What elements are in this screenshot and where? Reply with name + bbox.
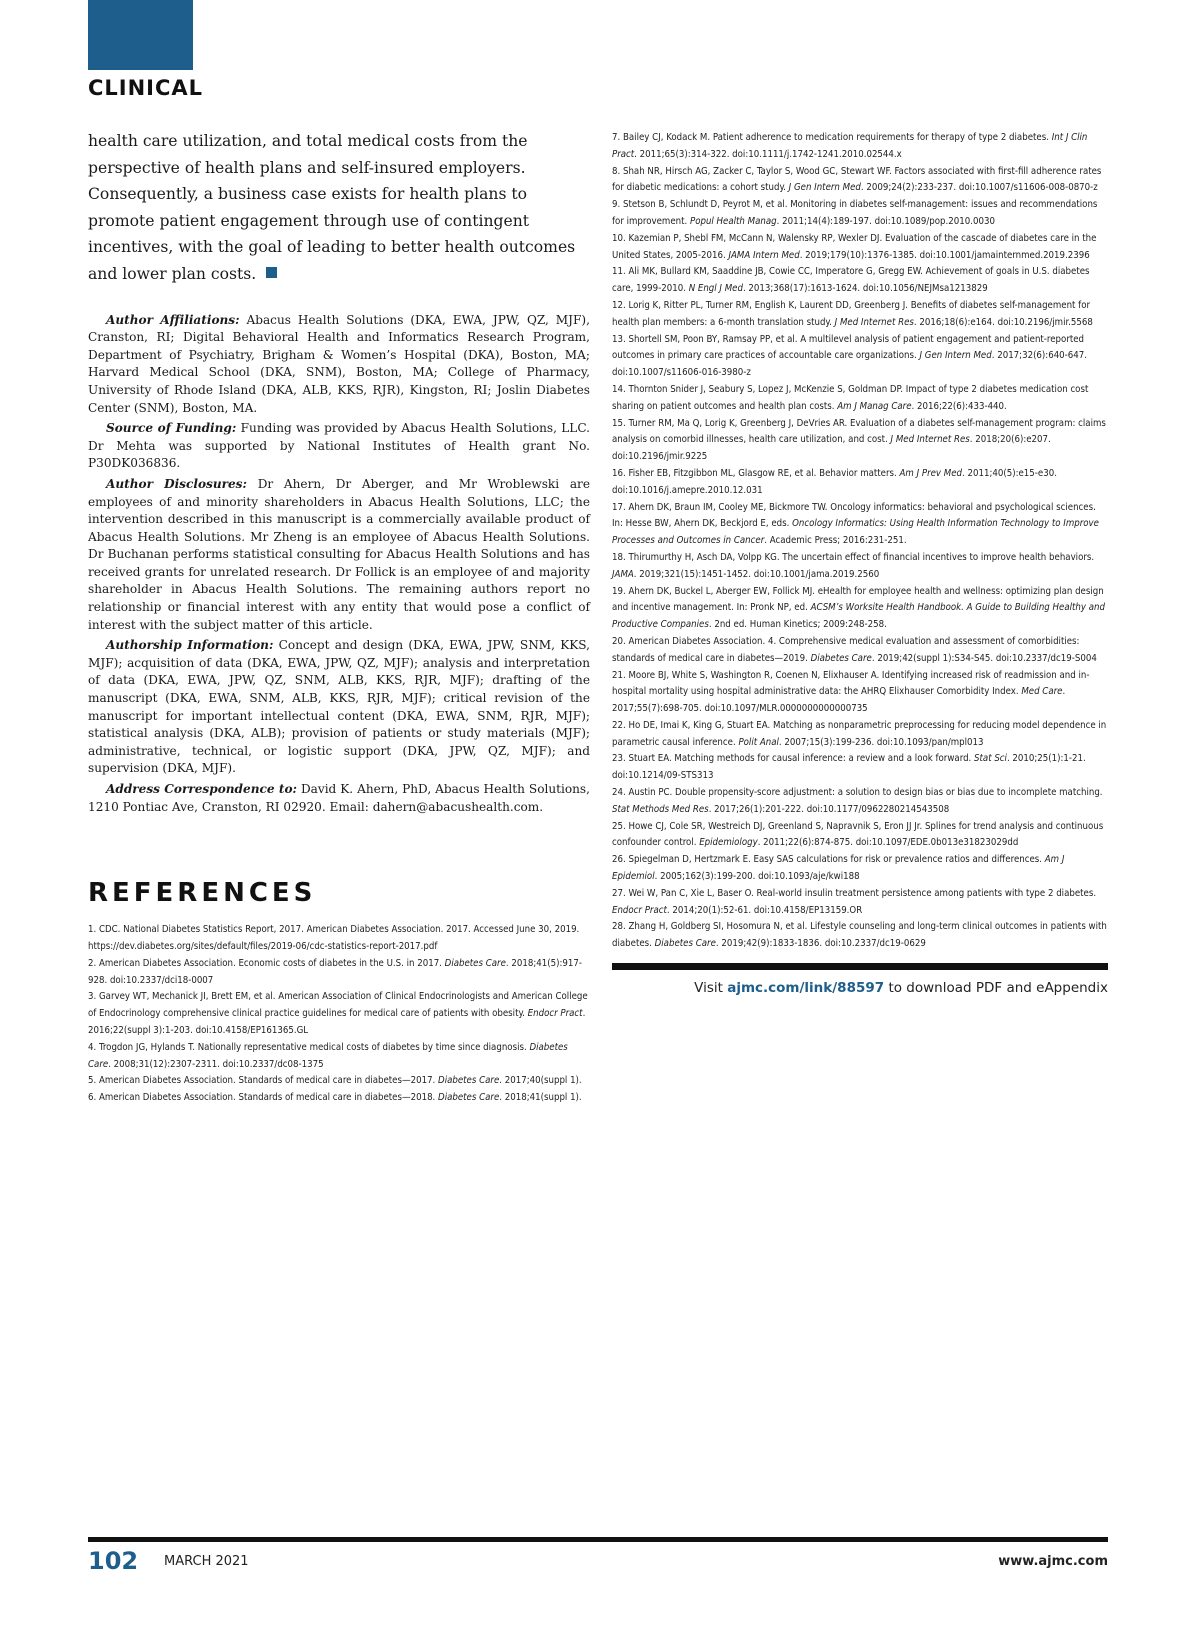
reference-journal: Diabetes Care xyxy=(654,938,716,950)
site-url: www.ajmc.com xyxy=(998,1554,1108,1569)
note-text: Funding was provided by Abacus Health Solutions, LLC. Dr Mehta was supported by National Institutes of Health grant No. P30DK036836. xyxy=(88,421,590,471)
reference-text: 21. Moore BJ, White S, Washington R, Coenen N, Elixhauser A. Identifying increased risk of readmission and in-hospital mortality using hospital administrative data: the AHRQ Elixhauser Comorbidity Index. xyxy=(612,669,1090,698)
reference-details: . 2018;41(5):917-928. doi:10.2337/dci18-0007 xyxy=(88,957,582,986)
reference-details: . 2011;40(5):e15-e30. doi:10.1016/j.amepre.2010.12.031 xyxy=(612,467,1057,496)
reference-journal: J Med Internet Res xyxy=(890,434,970,446)
end-of-article-icon xyxy=(266,267,277,278)
reference-text: 28. Zhang H, Goldberg SI, Hosomura N, et al. Lifestyle counseling and long-term clinical outcomes in patients with diabetes. xyxy=(612,921,1107,950)
note-label: Author Disclosures: xyxy=(106,476,247,491)
reference-journal: Int J Clin Pract xyxy=(612,132,1088,160)
reference-details: . 2005;162(3):199-200. doi:10.1093/aje/kwi188 xyxy=(654,871,860,883)
reference-text: 1. CDC. National Diabetes Statistics Report, 2017. American Diabetes Association. 2017. Accessed June 30, 2019. https://dev.diabetes.org/sites/default/files/2019-06/cdc-statistics-report-2017.pdf xyxy=(88,924,580,952)
reference-text: 11. Ali MK, Bullard KM, Saaddine JB, Cowie CC, Imperatore G, Gregg EW. Achievement of goals in U.S. diabetes care, 1999-2010. xyxy=(612,266,1090,295)
note-label: Author Affiliations: xyxy=(106,312,240,327)
reference-journal: Diabetes Care xyxy=(438,1092,500,1104)
reference-item xyxy=(612,164,1108,198)
references-list-right xyxy=(612,130,1108,953)
section-color-tab xyxy=(88,0,193,70)
reference-details: . 2007;15(3):199-236. doi:10.1093/pan/mpl013 xyxy=(778,736,984,748)
divider-rule xyxy=(612,963,1108,970)
reference-item xyxy=(612,466,1108,500)
body-text: health care utilization, and total medical costs from the perspective of health plans and self-insured employers. Consequently, a business case exists for health plans to promote patient engagement through use of contingent incentives, with the goal of leading to better health outcomes and lower plan costs. xyxy=(88,132,576,283)
reference-journal: Polit Anal xyxy=(738,736,779,748)
reference-details: . 2017;40(suppl 1). xyxy=(499,1075,582,1087)
note-label: Source of Funding: xyxy=(106,421,237,436)
reference-item xyxy=(612,751,1108,785)
reference-item xyxy=(612,298,1108,332)
note-authorship xyxy=(88,637,590,778)
reference-journal: J Gen Intern Med xyxy=(919,350,992,362)
reference-journal: Popul Health Manag xyxy=(689,215,777,227)
reference-item xyxy=(612,886,1108,920)
reference-text: 15. Turner RM, Ma Q, Lorig K, Greenberg J, DeVries AR. Evaluation of a diabetes self-management program: claims analysis on comorbid illnesses, health care utilization, and cost. xyxy=(612,417,1106,446)
reference-journal: Stat Sci xyxy=(974,753,1007,765)
issue-date: MARCH 2021 xyxy=(164,1554,249,1569)
reference-text: 14. Thornton Snider J, Seabury S, Lopez J, McKenzie S, Goldman DP. Impact of type 2 diabetes medication cost sharing on patient outcomes and health plan costs. xyxy=(612,383,1089,412)
reference-details: . 2013;368(17):1613-1624. doi:10.1056/NEJMsa1213829 xyxy=(742,283,988,295)
reference-journal: Diabetes Care xyxy=(438,1075,500,1087)
reference-text: 9. Stetson B, Schlundt D, Peyrot M, et al. Monitoring in diabetes self-management: issues and recommendations for improvement. xyxy=(612,199,1098,227)
reference-journal: Epidemiology xyxy=(699,837,758,849)
page-number: 102 xyxy=(88,1547,139,1575)
reference-item xyxy=(612,852,1108,886)
reference-text: 17. Ahern DK, Braun IM, Cooley ME, Bickmore TW. Oncology informatics: behavioral and psychological sciences. In: Hesse BW, Ahern DK, Beckjord E, eds. xyxy=(612,501,1096,530)
reference-text: 10. Kazemian P, Shebl FM, McCann N, Walensky RP, Wexler DJ. Evaluation of the cascade of diabetes care in the United States, 2005-2016. xyxy=(612,232,1097,261)
reference-details: . 2014;20(1):52-61. doi:10.4158/EP13159.OR xyxy=(666,904,863,916)
reference-item xyxy=(88,1090,590,1107)
reference-item xyxy=(88,956,590,990)
reference-details: . 2011;65(3):314-322. doi:10.1111/j.1742-1241.2010.02544.x xyxy=(634,148,902,160)
note-label: Authorship Information: xyxy=(106,638,274,653)
reference-item xyxy=(612,231,1108,265)
reference-text: 27. Wei W, Pan C, Xie L, Baser O. Real-world insulin treatment persistence among patients with type 2 diabetes. xyxy=(612,887,1097,899)
references-list-left xyxy=(88,922,590,1107)
reference-text: 24. Austin PC. Double propensity-score adjustment: a solution to design bias or bias due to incomplete matching. xyxy=(612,787,1103,799)
reference-journal: Am J Epidemiol xyxy=(612,854,1065,883)
reference-item xyxy=(612,819,1108,853)
reference-details: . 2008;31(12):2307-2311. doi:10.2337/dc08-1375 xyxy=(108,1058,324,1070)
appendix-link[interactable]: ajmc.com/link/88597 xyxy=(727,980,885,997)
reference-details: . 2011;22(6):874-875. doi:10.1097/EDE.0b013e31823029dd xyxy=(757,837,1019,849)
reference-text: 19. Ahern DK, Buckel L, Aberger EW, Follick MJ. eHealth for employee health and wellness: optimizing plan design and incentive management. In: Pronk NP, ed. xyxy=(612,585,1104,614)
reference-item xyxy=(612,264,1108,298)
reference-details: . 2010;25(1):1-21. doi:10.1214/09-STS313 xyxy=(612,753,1086,782)
reference-text: 12. Lorig K, Ritter PL, Turner RM, English K, Laurent DD, Greenberg J. Benefits of diabetes self-management for health plan members: a 6-month translation study. xyxy=(612,299,1091,328)
reference-details: . 2019;42(suppl 1):S34-S45. doi:10.2337/dc19-S004 xyxy=(871,652,1097,664)
reference-details: . 2019;42(9):1833-1836. doi:10.2337/dc19-0629 xyxy=(715,938,926,950)
reference-item xyxy=(88,989,590,1039)
reference-text: 16. Fisher EB, Fitzgibbon ML, Glasgow RE, et al. Behavior matters. xyxy=(612,467,900,479)
reference-journal: Am J Manag Care xyxy=(837,400,912,412)
reference-details: . 2016;18(6):e164. doi:10.2196/jmir.5568 xyxy=(913,316,1093,328)
reference-item xyxy=(612,584,1108,634)
note-text: Abacus Health Solutions (DKA, EWA, JPW, QZ, MJF), Cranston, RI; Digital Behavioral Health and Informatics Research Program, Department of Psychiatry, Brigham & Women’s Hospital (DKA), Boston, MA; Harvard Medical School (DKA, SNM), Boston, MA; College of Pharmacy, University of Rhode Island (DKA, ALB, KKS, RJR), Kingston, RI; Joslin Diabetes Center (SNM), Boston, MA. xyxy=(88,312,590,415)
note-text: Concept and design (DKA, EWA, JPW, SNM, KKS, MJF); acquisition of data (DKA, EWA, JPW, QZ, MJF); analysis and interpretation of data (DKA, EWA, JPW, QZ, SNM, ALB, KKS, RJR, MJF); drafting of the manuscript (DKA, EWA, SNM, ALB, KKS, RJR, MJF); critical revision of the manuscript for important intellectual content (DKA, EWA, SNM, RJR, MJF); statistical analysis (DKA, ALB); provision of patients or study materials (MJF); administrative, technical, or logistic support (DKA, JPW, QZ, MJF); and supervision (DKA, MJF). xyxy=(88,638,590,776)
author-notes xyxy=(88,312,590,817)
reference-journal: N Engl J Med xyxy=(688,283,743,295)
reference-journal: Am J Prev Med xyxy=(899,467,963,479)
reference-text: 6. American Diabetes Association. Standards of medical care in diabetes—2018. xyxy=(88,1092,439,1104)
reference-text: 7. Bailey CJ, Kodack M. Patient adherence to medication requirements for therapy of type 2 diabetes. xyxy=(612,132,1052,143)
reference-item xyxy=(612,382,1108,416)
reference-journal: Diabetes Care xyxy=(810,652,872,664)
reference-journal: Med Care xyxy=(1021,686,1063,698)
visit-prefix: Visit xyxy=(694,980,728,997)
note-affiliations xyxy=(88,312,590,418)
reference-text: 3. Garvey WT, Mechanick JI, Brett EM, et al. American Association of Clinical Endocrinologists and American College of Endocrinology comprehensive clinical practice guidelines for medical care of patients with obesity. xyxy=(88,991,588,1020)
reference-journal: J Med Internet Res xyxy=(834,316,914,328)
reference-details: . 2nd ed. Human Kinetics; 2009:248-258. xyxy=(708,619,887,631)
note-correspondence xyxy=(88,781,590,816)
footer-rule xyxy=(88,1537,1108,1542)
reference-journal: Oncology Informatics: Using Health Information Technology to Improve Processes and Outcomes in Cancer xyxy=(612,518,1099,547)
note-funding xyxy=(88,420,590,473)
reference-details: . 2019;321(15):1451-1452. doi:10.1001/jama.2019.2560 xyxy=(633,568,880,580)
reference-journal: Stat Methods Med Res xyxy=(612,803,709,815)
reference-details: . 2016;22(6):433-440. xyxy=(911,400,1007,412)
reference-item xyxy=(612,550,1108,584)
note-label: Address Correspondence to: xyxy=(106,782,297,796)
reference-details: . 2016;22(suppl 3):1-203. doi:10.4158/EP161365.GL xyxy=(88,1008,586,1036)
reference-item xyxy=(612,130,1108,164)
reference-item xyxy=(612,416,1108,466)
references-heading: REFERENCES xyxy=(88,878,317,909)
body-paragraph xyxy=(88,128,590,288)
reference-text: 13. Shortell SM, Poon BY, Ramsay PP, et al. A multilevel analysis of patient engagement and patient-reported outcomes in primary care practices of accountable care organizations. xyxy=(612,333,1085,362)
reference-text: 5. American Diabetes Association. Standards of medical care in diabetes—2017. xyxy=(88,1075,439,1087)
visit-line xyxy=(612,980,1108,996)
reference-text: 4. Trogdon JG, Hylands T. Nationally representative medical costs of diabetes by time since diagnosis. xyxy=(88,1041,530,1053)
reference-item xyxy=(612,500,1108,550)
reference-text: 8. Shah NR, Hirsch AG, Zacker C, Taylor S, Wood GC, Stewart WF. Factors associated with first-fill adherence rates for diabetic medications: a cohort study. xyxy=(612,165,1102,194)
reference-item xyxy=(88,1073,590,1090)
reference-item xyxy=(612,718,1108,752)
left-column xyxy=(88,128,590,1107)
reference-details: . 2018;41(suppl 1). xyxy=(499,1092,582,1104)
reference-text: 2. American Diabetes Association. Economic costs of diabetes in the U.S. in 2017. xyxy=(88,957,445,969)
reference-journal: JAMA Intern Med xyxy=(728,249,800,261)
reference-text: 23. Stuart EA. Matching methods for causal inference: a review and a look forward. xyxy=(612,753,975,765)
reference-details: . 2017;32(6):640-647. doi:10.1007/s11606-016-3980-z xyxy=(612,350,1087,379)
reference-text: 20. American Diabetes Association. 4. Comprehensive medical evaluation and assessment of comorbidities: standards of medical care in diabetes—2019. xyxy=(612,635,1080,664)
note-text: David K. Ahern, PhD, Abacus Health Solutions, 1210 Pontiac Ave, Cranston, RI 02920. Email: dahern@abacushealth.com. xyxy=(88,782,590,814)
note-text: Dr Ahern, Dr Aberger, and Mr Wroblewski are employees of and minority shareholders in Abacus Health Solutions, LLC; the intervention described in this manuscript is a commercially available product of Abacus Health Solutions. Mr Zheng is an employee of Abacus Health Solutions. Dr Buchanan performs statistical consulting for Abacus Health Solutions and has received grants for unrelated research. Dr Follick is an employee of and majority shareholder in Abacus Health Solutions. The remaining authors report no relationship or financial interest with any entity that would pose a conflict of interest with the subject matter of this article. xyxy=(88,476,590,632)
note-disclosures xyxy=(88,476,590,634)
reference-journal: Diabetes Care xyxy=(88,1041,568,1070)
right-column xyxy=(612,130,1108,996)
reference-text: 18. Thirumurthy H, Asch DA, Volpp KG. The uncertain effect of financial incentives to improve health behaviors. xyxy=(612,551,1095,563)
reference-item xyxy=(88,922,590,956)
reference-journal: Diabetes Care xyxy=(444,957,506,969)
reference-item xyxy=(612,197,1108,231)
reference-item xyxy=(612,332,1108,382)
reference-details: . 2017;26(1):201-222. doi:10.1177/0962280214543508 xyxy=(708,803,950,815)
reference-journal: Endocr Pract xyxy=(527,1008,583,1020)
reference-item xyxy=(612,785,1108,819)
reference-journal: JAMA xyxy=(612,568,634,580)
reference-details: . 2009;24(2):233-237. doi:10.1007/s11606-008-0870-z xyxy=(860,182,1098,194)
reference-item xyxy=(612,634,1108,668)
reference-details: . 2019;179(10):1376-1385. doi:10.1001/jamainternmed.2019.2396 xyxy=(799,249,1090,261)
reference-details: . 2018;20(6):e207. doi:10.2196/jmir.9225 xyxy=(612,434,1051,463)
reference-text: 26. Spiegelman D, Hertzmark E. Easy SAS calculations for risk or prevalence ratios and differences. xyxy=(612,854,1045,866)
reference-item xyxy=(612,668,1108,718)
section-label: CLINICAL xyxy=(88,76,204,100)
reference-journal: J Gen Intern Med xyxy=(788,182,861,194)
reference-details: . 2017;55(7):698-705. doi:10.1097/MLR.0000000000000735 xyxy=(612,686,1066,715)
reference-journal: Endocr Pract xyxy=(612,904,667,916)
reference-item xyxy=(88,1040,590,1074)
reference-details: . 2011;14(4):189-197. doi:10.1089/pop.2010.0030 xyxy=(776,215,995,227)
reference-item xyxy=(612,919,1108,953)
reference-text: 25. Howe CJ, Cole SR, Westreich DJ, Greenland S, Napravnik S, Eron JJ Jr. Splines for trend analysis and continuous confounder control. xyxy=(612,820,1104,849)
reference-details: . Academic Press; 2016:231-251. xyxy=(764,535,907,547)
reference-journal: ACSM’s Worksite Health Handbook. A Guide to Building Healthy and Productive Companies xyxy=(612,602,1105,631)
reference-text: 22. Ho DE, Imai K, King G, Stuart EA. Matching as nonparametric preprocessing for reducing model dependence in parametric causal inference. xyxy=(612,719,1107,748)
visit-suffix: to download PDF and eAppendix xyxy=(884,980,1108,997)
